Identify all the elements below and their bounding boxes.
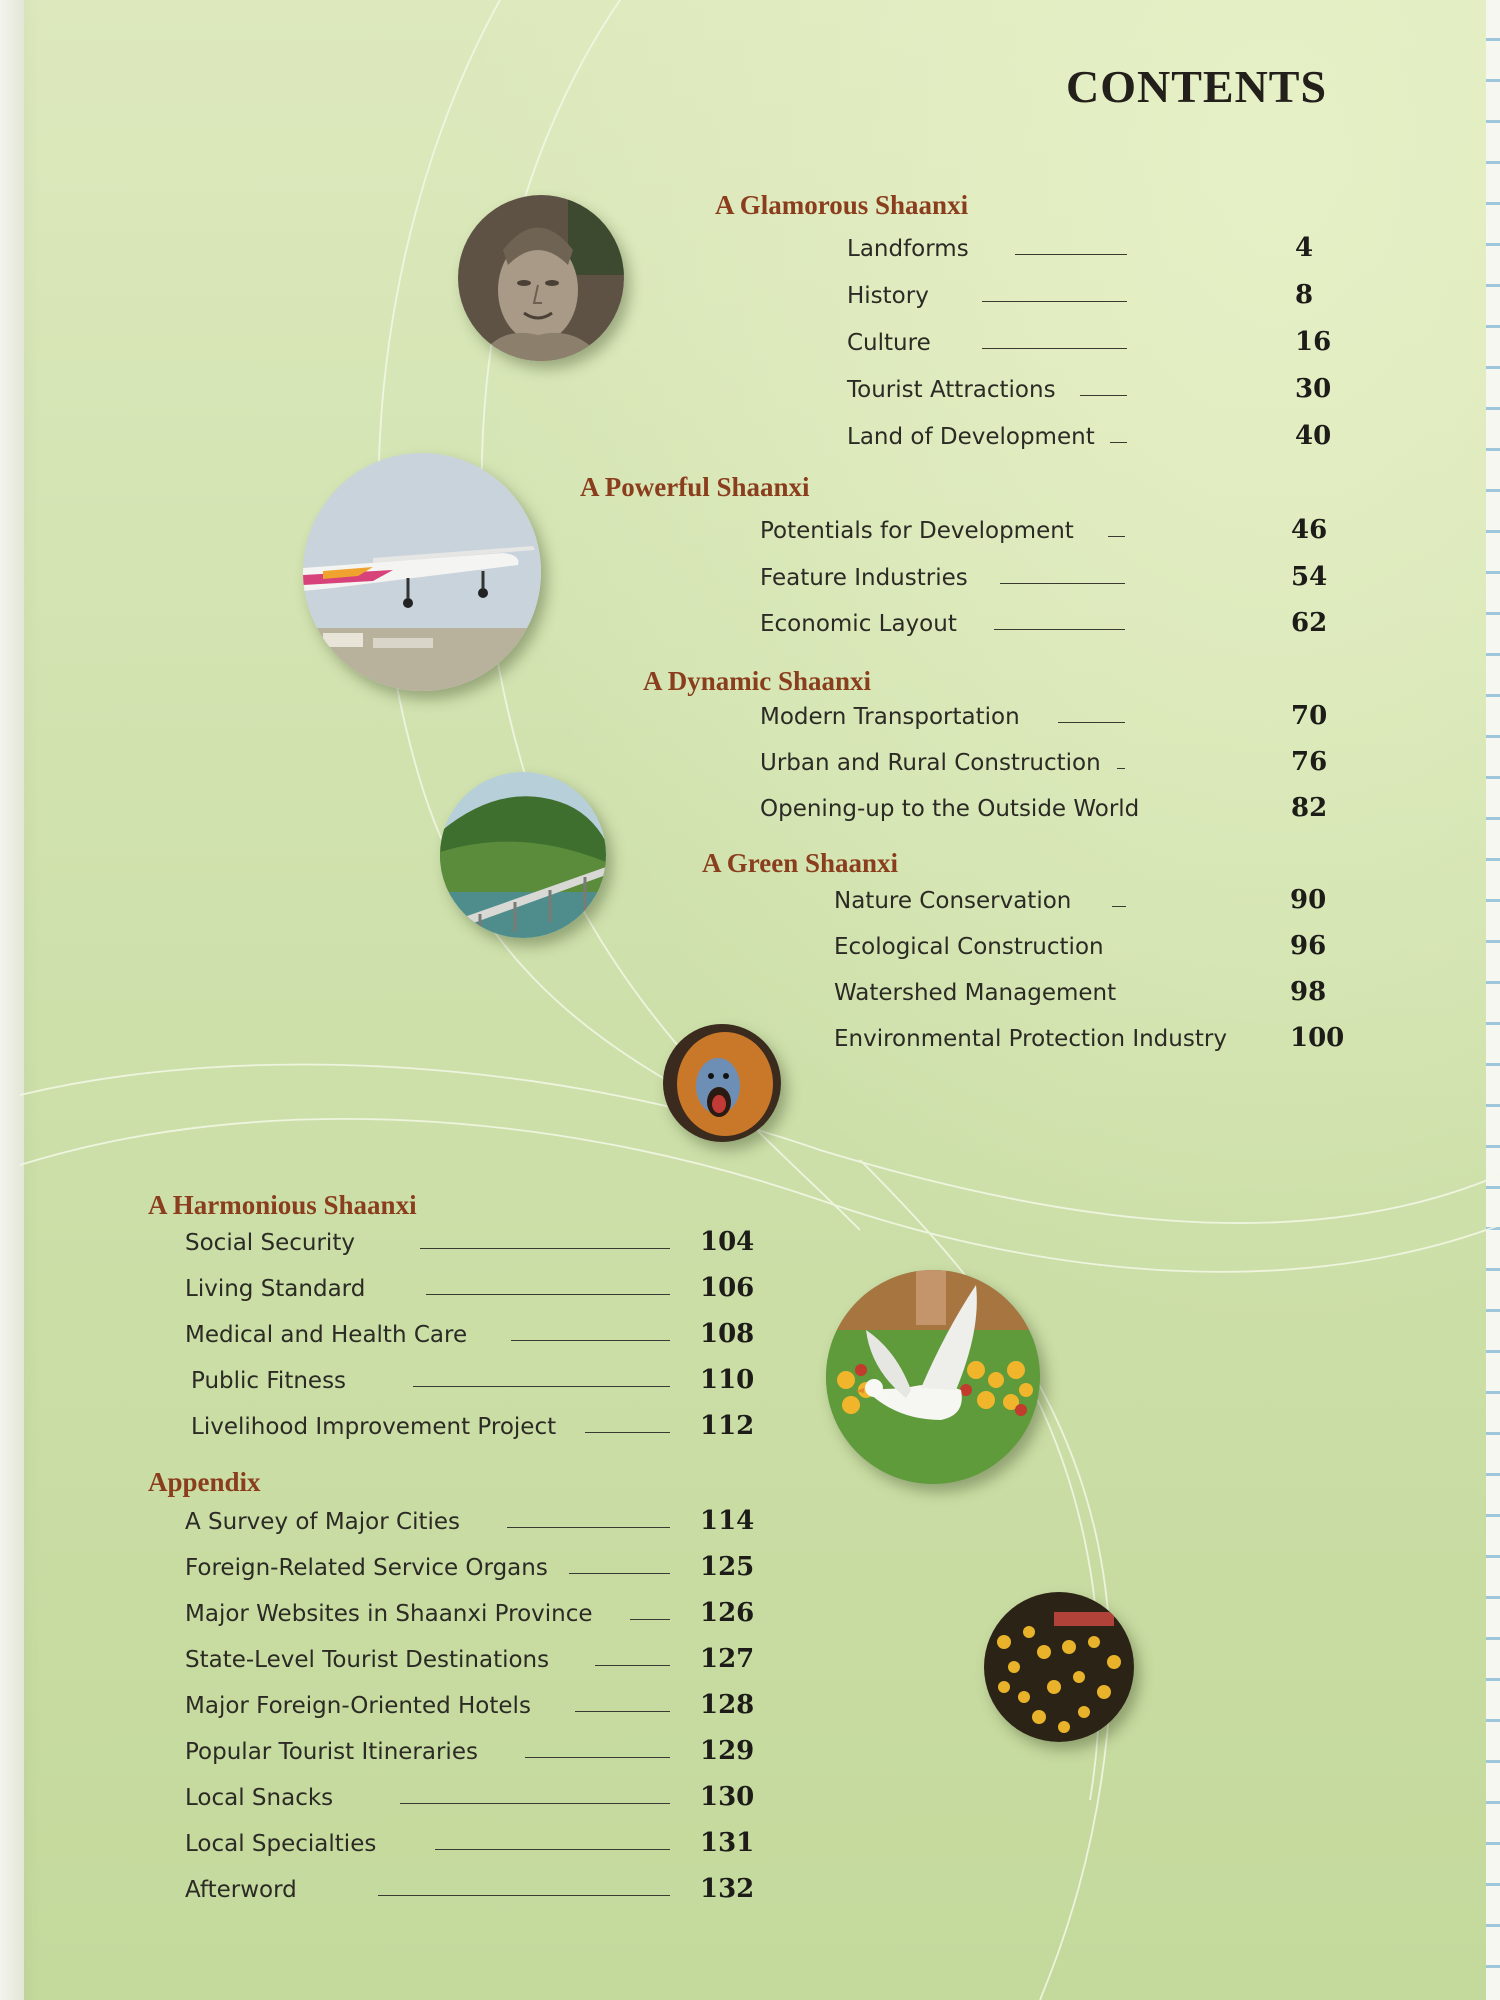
entry-page: 129 [700,1736,755,1766]
entry-page: 108 [700,1319,755,1349]
entry-page: 130 [700,1782,755,1812]
entry-page: 131 [700,1828,755,1858]
section-heading-dynamic: A Dynamic Shaanxi [643,666,872,696]
leader-line [1000,583,1125,584]
entry-page: 114 [700,1506,755,1536]
leader-line [420,1248,670,1249]
leader-line [413,1386,670,1387]
entry-page: 90 [1290,885,1327,915]
entry-page: 46 [1291,515,1328,545]
golden-monkey-photo [663,1024,781,1142]
leader-line [1112,906,1126,907]
entry-label: Watershed Management [834,980,1117,1006]
section-heading-appendix: Appendix [148,1467,261,1497]
section-heading-green: A Green Shaanxi [702,848,899,878]
section-heading-harmonious: A Harmonious Shaanxi [148,1190,417,1220]
leader-line [1108,536,1125,537]
entry-page: 106 [700,1273,755,1303]
terracotta-warrior-photo [458,195,624,361]
entry-page: 128 [700,1690,755,1720]
entry-page: 62 [1291,608,1328,638]
entry-page: 127 [700,1644,755,1674]
entry-page: 125 [700,1552,755,1582]
entry-page: 54 [1291,562,1328,592]
yellow-flowers-photo [984,1592,1134,1742]
leader-line [982,348,1127,349]
white-dove-photo [826,1270,1040,1484]
leader-line [426,1294,670,1295]
leader-line [1015,254,1127,255]
section-heading-powerful: A Powerful Shaanxi [580,472,810,502]
entry-label: Foreign-Related Service Organs [185,1555,548,1581]
entry-page: 132 [700,1874,755,1904]
entry-label: Potentials for Development [760,518,1074,544]
entry-page: 100 [1290,1023,1345,1053]
leader-line [400,1803,670,1804]
entry-page: 126 [700,1598,755,1628]
entry-label: Urban and Rural Construction [760,750,1101,776]
entry-label: Local Specialties [185,1831,377,1857]
entry-label: History [847,283,929,309]
entry-page: 104 [700,1227,755,1257]
entry-label: Major Foreign-Oriented Hotels [185,1693,531,1719]
entry-label: Nature Conservation [834,888,1072,914]
entry-label: Economic Layout [760,611,957,637]
leader-line [994,629,1125,630]
entry-label: Tourist Attractions [847,377,1056,403]
entry-label: Local Snacks [185,1785,334,1811]
section-heading-glamorous: A Glamorous Shaanxi [715,190,969,220]
leader-line [525,1757,670,1758]
entry-label: Public Fitness [191,1368,347,1394]
entry-page: 4 [1295,233,1314,263]
entry-label: Opening-up to the Outside World [760,796,1140,822]
entry-label: Land of Development [847,424,1095,450]
leader-line [982,301,1127,302]
bridge-landscape-photo [440,772,606,938]
entry-label: State-Level Tourist Destinations [185,1647,550,1673]
leader-line [585,1432,670,1433]
page-title: CONTENTS [1066,61,1328,112]
entry-page: 96 [1290,931,1327,961]
entry-page: 30 [1295,374,1332,404]
entry-label: Major Websites in Shaanxi Province [185,1601,593,1627]
leader-line [1080,395,1127,396]
leader-line [1117,768,1125,769]
entry-label: A Survey of Major Cities [185,1509,461,1535]
leader-line [435,1849,670,1850]
entry-page: 98 [1290,977,1327,1007]
entry-label: Ecological Construction [834,934,1104,960]
entry-label: Social Security [185,1230,355,1256]
leader-line [569,1573,670,1574]
entry-label: Livelihood Improvement Project [191,1414,557,1440]
leader-line [575,1711,670,1712]
entry-page: 110 [700,1365,755,1395]
leader-line [511,1340,670,1341]
entry-page: 70 [1291,701,1328,731]
entry-label: Environmental Protection Industry [834,1026,1227,1052]
entry-page: 76 [1291,747,1328,777]
entry-label: Modern Transportation [760,704,1020,730]
leader-line [507,1527,670,1528]
leader-line [1058,722,1125,723]
entry-page: 112 [700,1411,755,1441]
entry-label: Medical and Health Care [185,1322,468,1348]
entry-label: Feature Industries [760,565,968,591]
entry-page: 82 [1291,793,1328,823]
entry-label: Culture [847,330,931,356]
airplane-photo [303,453,541,691]
entry-label: Afterword [185,1877,297,1903]
leader-line [595,1665,670,1666]
leader-line [630,1619,670,1620]
leader-line [378,1895,670,1896]
entry-page: 40 [1295,421,1332,451]
entry-page: 16 [1295,327,1332,357]
entry-label: Living Standard [185,1276,366,1302]
entry-label: Popular Tourist Itineraries [185,1739,478,1765]
entry-page: 8 [1295,280,1314,310]
entry-label: Landforms [847,236,969,262]
leader-line [1110,442,1127,443]
